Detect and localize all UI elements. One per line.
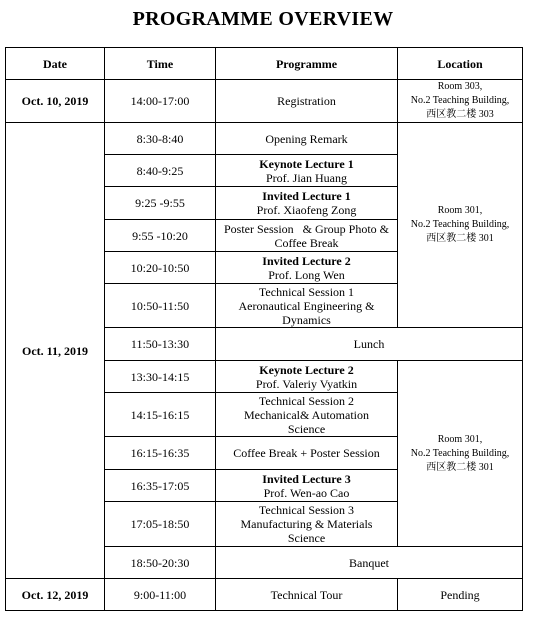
time-cell: 17:05-18:50 <box>105 502 216 547</box>
lecture-title: Invited Lecture 1 <box>262 189 351 203</box>
location-chinese: 西区教二楼 301 <box>426 233 494 244</box>
programme-cell <box>216 155 398 187</box>
programme-text: Science <box>287 421 326 436</box>
programme-text: Poster Session & Group Photo & <box>223 221 389 236</box>
speaker-name: Prof. Jian Huang <box>266 170 347 185</box>
location-cell: Pending <box>398 579 523 611</box>
lecture-title: Invited Lecture 3 <box>262 471 351 486</box>
programme-cell <box>216 328 523 361</box>
programme-text: Technical Session 1 <box>258 284 355 299</box>
programme-cell <box>216 393 398 437</box>
time-cell: 9:25 -9:55 <box>105 187 216 220</box>
header-programme: Programme <box>216 48 398 80</box>
date-cell: Oct. 12, 2019 <box>6 579 105 611</box>
time-cell: 16:35-17:05 <box>105 470 216 502</box>
time-cell: 13:30-14:15 <box>105 361 216 393</box>
programme-cell <box>216 547 523 579</box>
time-cell: 18:50-20:30 <box>105 547 216 579</box>
time-cell: 8:30-8:40 <box>105 123 216 155</box>
programme-cell <box>216 437 398 470</box>
table-row <box>6 80 523 123</box>
programme-text: Banquet <box>349 555 389 570</box>
header-time: Time <box>105 48 216 80</box>
programme-text: Mechanical& Automation <box>244 407 369 422</box>
programme-table <box>5 47 523 611</box>
lecture-title: Invited Lecture 2 <box>262 253 351 268</box>
speaker-name: Prof. Long Wen <box>268 267 345 282</box>
time-cell: 11:50-13:30 <box>105 328 216 361</box>
table-row <box>6 579 523 611</box>
programme-text: Coffee Break + Poster Session <box>233 446 380 460</box>
location-room: Room 301, <box>437 205 483 216</box>
location-cell <box>398 361 523 547</box>
date-cell: Oct. 11, 2019 <box>6 123 105 579</box>
time-cell: 10:20-10:50 <box>105 252 216 284</box>
date-cell: Oct. 10, 2019 <box>6 80 105 123</box>
programme-cell <box>216 187 398 220</box>
location-building: No.2 Teaching Building, <box>410 447 510 459</box>
programme-text: Technical Session 3 <box>258 503 355 517</box>
programme-text: Dynamics <box>282 312 331 327</box>
location-room: Room 303, <box>437 81 483 92</box>
programme-text: Manufacturing & Materials <box>240 517 373 531</box>
time-cell: 16:15-16:35 <box>105 437 216 470</box>
location-building: No.2 Teaching Building, <box>410 219 510 230</box>
speaker-name: Prof. Valeriy Vyatkin <box>255 376 358 391</box>
location-cell <box>398 123 523 328</box>
location-cell <box>398 80 523 123</box>
programme-cell <box>216 252 398 284</box>
programme-cell <box>216 361 398 393</box>
location-chinese: 西区教二楼 301 <box>426 461 494 473</box>
location-building: No.2 Teaching Building, <box>410 95 510 106</box>
programme-text: Lunch <box>353 337 385 351</box>
programme-text: Opening Remark <box>265 131 348 146</box>
page-title: PROGRAMME OVERVIEW <box>132 8 394 30</box>
table-header-row <box>6 48 523 80</box>
time-cell: 9:55 -10:20 <box>105 220 216 252</box>
time-cell: 9:00-11:00 <box>105 579 216 611</box>
header-location: Location <box>398 48 523 80</box>
programme-text: Technical Session 2 <box>258 393 355 408</box>
table-row <box>6 123 523 155</box>
programme-cell <box>216 284 398 328</box>
programme-text: Coffee Break <box>274 235 339 250</box>
programme-cell <box>216 470 398 502</box>
programme-text: Registration <box>277 94 336 108</box>
time-cell: 14:00-17:00 <box>105 80 216 123</box>
programme-text: Science <box>287 531 326 545</box>
programme-text: Technical Tour <box>270 587 343 602</box>
time-cell: 10:50-11:50 <box>105 284 216 328</box>
programme-cell <box>216 123 398 155</box>
location-room: Room 301, <box>437 433 483 445</box>
programme-cell <box>216 80 398 123</box>
programme-text: Aeronautical Engineering & <box>238 298 375 313</box>
programme-cell <box>216 502 398 547</box>
lecture-title: Keynote Lecture 1 <box>259 156 354 171</box>
lecture-title: Keynote Lecture 2 <box>259 362 354 377</box>
location-chinese: 西区教二楼 303 <box>426 109 494 120</box>
time-cell: 8:40-9:25 <box>105 155 216 187</box>
programme-cell <box>216 579 398 611</box>
programme-cell <box>216 220 398 252</box>
time-cell: 14:15-16:15 <box>105 393 216 437</box>
speaker-name: Prof. Wen-ao Cao <box>263 485 350 500</box>
header-date: Date <box>6 48 105 80</box>
speaker-name: Prof. Xiaofeng Zong <box>256 203 357 217</box>
